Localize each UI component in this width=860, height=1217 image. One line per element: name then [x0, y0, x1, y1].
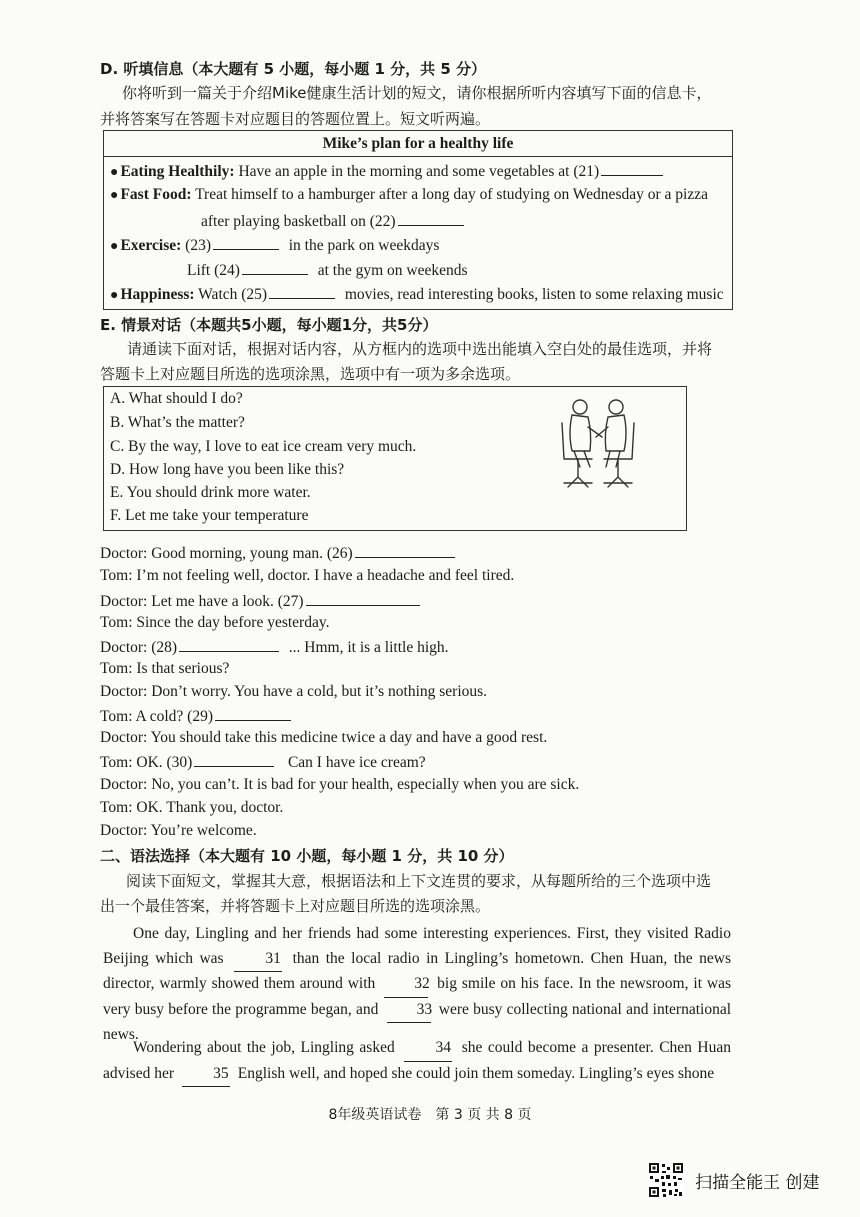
passage-text: One day, Lingling and her friends had some interesting experiences. First, they visited Radio Beijing which was	[103, 925, 731, 967]
dialogue-line-1	[100, 543, 457, 563]
watermark-text: 扫描全能王 创建	[695, 1172, 820, 1193]
card-row-fastfood-2	[201, 211, 466, 231]
line-text: Doctor: Good morning, young man. (26)	[100, 545, 353, 562]
blank-28[interactable]	[179, 637, 279, 652]
row-text: (23)	[185, 237, 211, 254]
line-text: Tom: A cold? (29)	[100, 708, 213, 725]
card-row-exercise-2	[187, 260, 468, 280]
section-d-note: （本大题有 5 小题，每小题 1 分，共 5 分）	[183, 60, 487, 78]
section-2-heading	[100, 845, 514, 866]
row-label: Exercise:	[120, 237, 182, 254]
section-d-instruction-1: 你将听到一篇关于介绍Mike健康生活计划的短文，请你根据所听内容填写下面的信息卡，	[122, 84, 712, 102]
section-d-letter: D.	[100, 60, 119, 78]
card-row-happiness	[110, 284, 724, 304]
section-2-title: 二、语法选择	[100, 847, 191, 865]
section-d-heading	[100, 58, 486, 79]
blank-25[interactable]	[269, 284, 335, 299]
healthy-life-card	[103, 130, 733, 310]
dialogue-line-9: Doctor: You should take this medicine twice a day and have a good rest.	[100, 729, 548, 746]
row-text: after playing basketball on (22)	[201, 213, 396, 230]
row-text: Watch (25)	[198, 286, 268, 303]
option-a: A. What should I do?	[110, 390, 243, 407]
option-c: C. By the way, I love to eat ice cream very much.	[110, 438, 417, 455]
blank-32[interactable]: 32	[384, 972, 428, 998]
option-f: F. Let me take your temperature	[110, 507, 309, 524]
scanner-watermark	[648, 1162, 820, 1198]
dialogue-line-4: Tom: Since the day before yesterday.	[100, 614, 330, 631]
row-text: Treat himself to a hamburger after a long day of studying on Wednesday or a pizza	[195, 186, 708, 203]
card-row-fastfood	[110, 186, 708, 204]
passage-paragraph-1	[103, 922, 731, 1048]
section-d-title: 听填信息	[123, 60, 184, 78]
bullet-icon: ●	[110, 288, 119, 303]
blank-26[interactable]	[355, 543, 455, 558]
blank-21[interactable]	[601, 161, 663, 176]
card-row-eating	[110, 161, 665, 181]
line-after: Can I have ice cream?	[287, 754, 426, 771]
section-e-instruction-2: 答题卡上对应题目所选的选项涂黑，选项中有一项为多余选项。	[100, 365, 521, 383]
blank-35[interactable]: 35	[182, 1062, 230, 1088]
blank-22[interactable]	[398, 211, 464, 226]
dialogue-line-10	[100, 752, 426, 772]
option-e: E. You should drink more water.	[110, 484, 311, 501]
card-title: Mike’s plan for a healthy life	[104, 131, 732, 157]
passage-text: she could become a presenter. Chen Huan advised her	[103, 1039, 731, 1082]
line-after: ... Hmm, it is a little high.	[288, 639, 449, 656]
dialogue-line-3	[100, 591, 422, 611]
row-label: Happiness:	[120, 286, 195, 303]
card-row-exercise	[110, 235, 439, 255]
doctor-patient-illustration	[550, 393, 646, 501]
dialogue-line-2: Tom: I’m not feeling well, doctor. I have a headache and feel tired.	[100, 567, 515, 584]
bullet-icon: ●	[110, 188, 119, 203]
row-text: Lift (24)	[187, 262, 240, 279]
blank-34[interactable]: 34	[404, 1036, 452, 1062]
dialogue-line-5	[100, 637, 449, 657]
bullet-icon: ●	[110, 165, 119, 180]
row-text: Have an apple in the morning and some vegetables at (21)	[238, 163, 600, 180]
line-text: Doctor: Let me have a look. (27)	[100, 593, 304, 610]
blank-29[interactable]	[215, 706, 291, 721]
blank-30[interactable]	[194, 752, 274, 767]
dialogue-line-8	[100, 706, 293, 726]
section-2-instruction-2: 出一个最佳答案，并将答题卡上对应题目所选的选项涂黑。	[100, 897, 491, 915]
passage-text: Wondering about the job, Lingling asked	[133, 1039, 395, 1056]
row-after: at the gym on weekends	[317, 262, 468, 279]
passage-text: were busy collecting national and international news.	[103, 1000, 732, 1043]
blank-23[interactable]	[213, 235, 279, 250]
blank-24[interactable]	[242, 260, 308, 275]
blank-27[interactable]	[306, 591, 420, 606]
option-b: B. What’s the matter?	[110, 414, 245, 431]
options-box	[103, 386, 687, 531]
passage-text: English well, and hoped she could join them someday. Lingling’s eyes shone	[237, 1064, 715, 1082]
line-text: Doctor: (28)	[100, 639, 178, 656]
section-2-instruction-1: 阅读下面短文，掌握其大意，根据语法和上下文连贯的要求，从每题所给的三个选项中选	[126, 872, 712, 890]
dialogue-line-13: Doctor: You’re welcome.	[100, 822, 257, 839]
qr-code-icon	[648, 1162, 684, 1198]
row-label: Fast Food:	[120, 186, 192, 203]
blank-31[interactable]: 31	[234, 947, 282, 973]
blank-33[interactable]: 33	[387, 998, 431, 1024]
dialogue-line-12: Tom: OK. Thank you, doctor.	[100, 799, 284, 816]
dialogue-line-11: Doctor: No, you can’t. It is bad for your health, especially when you are sick.	[100, 776, 580, 793]
passage-paragraph-2	[103, 1036, 731, 1087]
dialogue-line-7: Doctor: Don’t worry. You have a cold, but it’s nothing serious.	[100, 683, 488, 700]
row-label: Eating Healthily:	[120, 163, 235, 180]
bullet-icon: ●	[110, 239, 119, 254]
line-text: Tom: OK. (30)	[100, 754, 193, 771]
option-d: D. How long have you been like this?	[110, 461, 345, 478]
dialogue-line-6: Tom: Is that serious?	[100, 660, 230, 677]
section-d-instruction-2: 并将答案写在答题卡对应题目的答题位置上。短文听两遍。	[100, 110, 491, 128]
passage-text: big smile on his face. In the newsroom, it was very busy before the programme began, and	[103, 975, 732, 1018]
row-after: movies, read interesting books, listen to some relaxing music	[344, 286, 724, 303]
section-2-note: （本大题有 10 小题，每小题 1 分，共 10 分）	[190, 847, 514, 865]
passage-text: than the local radio in Lingling’s hometown. Chen Huan, the news director, warmly showed them around with	[103, 949, 732, 992]
section-e-heading: E. 情景对话（本题共5小题，每小题1分，共5分）	[100, 316, 438, 334]
section-e-instruction-1: 请通读下面对话，根据对话内容，从方框内的选项中选出能填入空白处的最佳选项，并将	[127, 340, 713, 358]
row-after: in the park on weekdays	[288, 237, 440, 254]
page-footer: 8年级英语试卷 第 3 页 共 8 页	[328, 1107, 532, 1123]
